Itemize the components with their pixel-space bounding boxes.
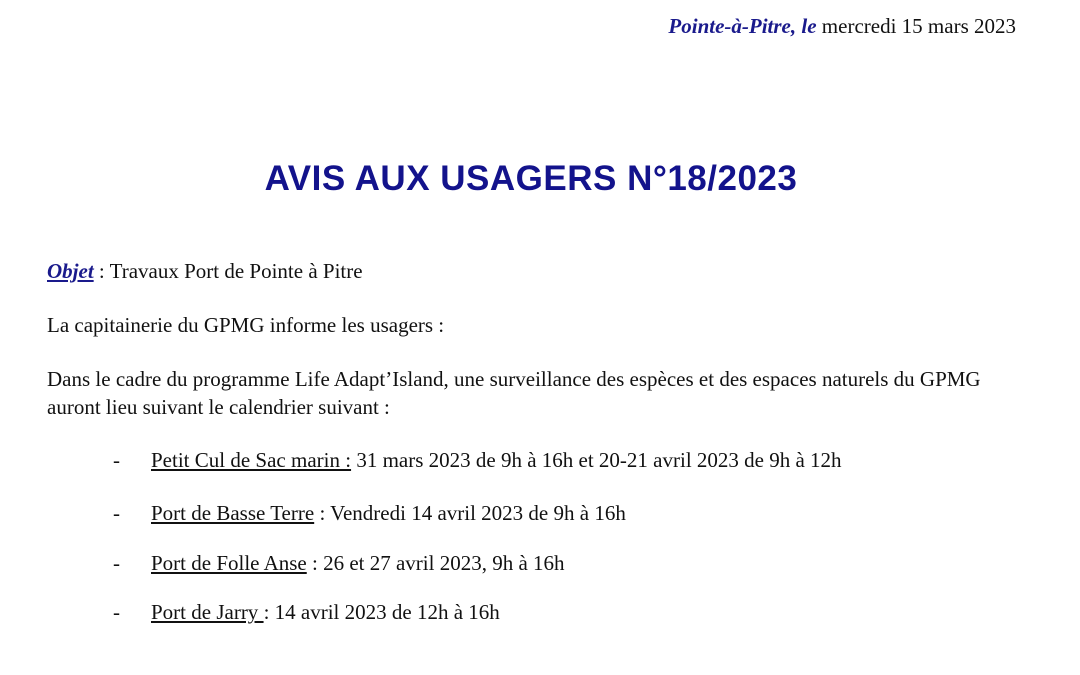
notice-title: AVIS AUX USAGERS N°18/2023 — [264, 159, 798, 198]
list-bullet: - — [113, 600, 120, 624]
list-bullet: - — [113, 501, 120, 525]
body-paragraph: Dans le cadre du programme Life Adapt’Island, une surveillance des espèces et des espaces naturels du GPMG auront lieu suivant le calendrier suivant : — [47, 367, 981, 419]
schedule-item — [113, 499, 626, 527]
schedule-location: Petit Cul de Sac marin : — [151, 448, 352, 472]
list-bullet: - — [113, 551, 120, 575]
schedule-location: Port de Jarry — [151, 600, 264, 624]
list-bullet: - — [113, 448, 120, 472]
date-line — [668, 12, 1016, 40]
subject-text: : Travaux Port de Pointe à Pitre — [93, 259, 363, 283]
schedule-location: Port de Folle Anse — [151, 551, 307, 575]
schedule-details: 31 mars 2023 de 9h à 16h et 20-21 avril 2023 de 9h à 12h — [351, 448, 842, 472]
intro-paragraph: La capitainerie du GPMG informe les usagers : — [47, 313, 445, 337]
schedule-item — [113, 446, 842, 474]
schedule-details: : Vendredi 14 avril 2023 de 9h à 16h — [314, 501, 626, 525]
schedule-details: : 26 et 27 avril 2023, 9h à 16h — [306, 551, 565, 575]
dateline-date: mercredi 15 mars 2023 — [821, 14, 1016, 38]
schedule-item — [113, 549, 565, 577]
subject-label: Objet — [47, 259, 94, 283]
schedule-details: : 14 avril 2023 de 12h à 16h — [263, 600, 500, 624]
schedule-location: Port de Basse Terre — [151, 501, 315, 525]
subject-line — [47, 257, 1037, 285]
schedule-item — [113, 598, 500, 626]
dateline-place: Pointe-à-Pitre, le — [668, 14, 817, 38]
